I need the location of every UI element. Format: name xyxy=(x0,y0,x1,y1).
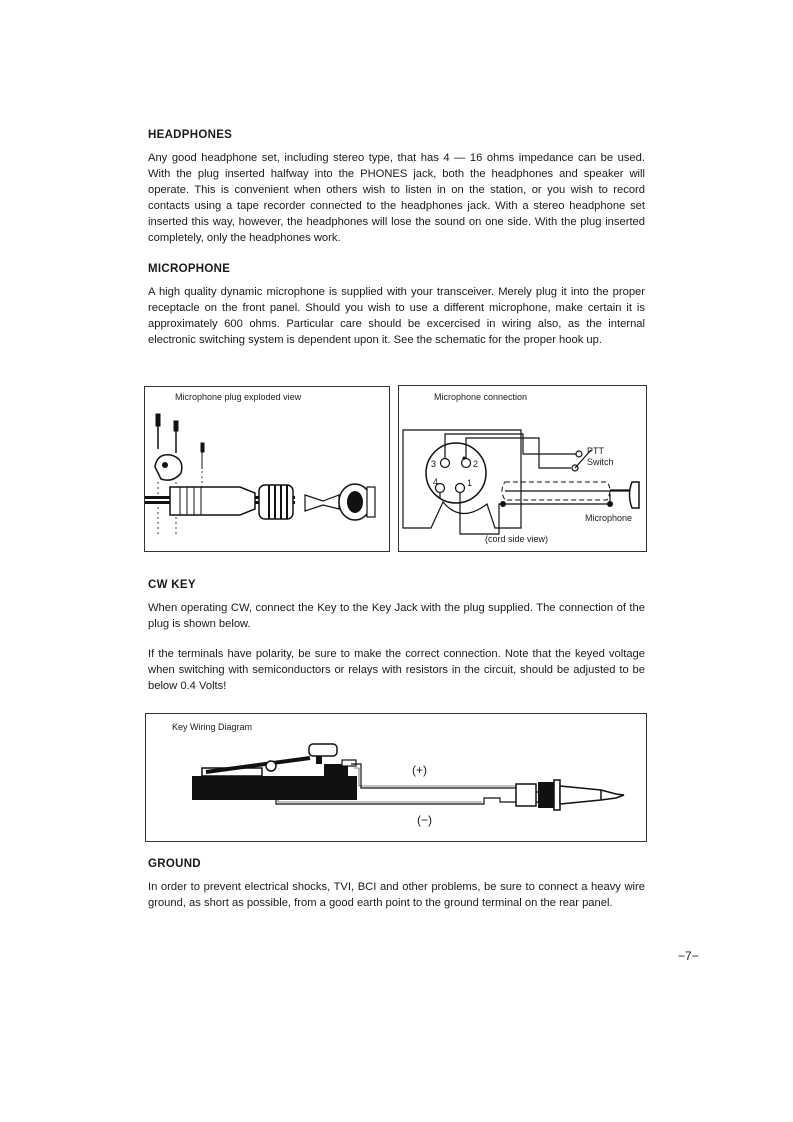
cw-key-paragraph-2: If the terminals have polarity, be sure to make the correct connection. Note that the keyed voltage when switching with semiconductors or relays with resistors in the circuit, should be adjusted to be below 0.4 Volts! xyxy=(148,648,645,692)
headphones-heading: HEADPHONES xyxy=(148,129,233,141)
pin-3 xyxy=(441,459,450,468)
pin-4-label: 4 xyxy=(433,477,439,487)
key-wiring-drawing xyxy=(146,714,646,841)
mic-connection-figure xyxy=(398,385,647,552)
pin-2-label: 2 xyxy=(473,459,479,469)
headphones-paragraph: Any good headphone set, including stereo type, that has 4 — 16 ohms impedance can be used. With the plug inserted halfway into the PHONES jack, both the headphones and speaker will operate. This is convenient when others wish to listen in on the station, or you wish to record contacts using a tape recorder connected to the headphones jack. With a stereo headphone set inserted this way, however, the headphones will lose the sound on one side. With the plug inserted completely, only the headphones work. xyxy=(148,152,645,244)
positive-label: (+) xyxy=(412,763,427,777)
cord-side-caption: (cord side view) xyxy=(485,534,549,544)
ground-paragraph: In order to prevent electrical shocks, TVI, BCI and other problems, be sure to connect a heavy wire ground, as short as possible, from a good earth point to the ground terminal on the rear panel. xyxy=(148,881,645,909)
pin-1-label: 1 xyxy=(467,478,473,488)
microphone-label: Microphone xyxy=(585,513,633,523)
microphone-heading: MICROPHONE xyxy=(148,263,231,275)
key-wiring-title: Key Wiring Diagram xyxy=(172,722,253,732)
mic-connection-schematic xyxy=(399,386,646,551)
pin-1 xyxy=(456,484,465,493)
cw-key-heading: CW KEY xyxy=(148,579,196,591)
switch-label: Switch xyxy=(587,457,614,467)
pin-2 xyxy=(462,459,471,468)
mic-connection-title: Microphone connection xyxy=(434,392,528,402)
microphone-paragraph: A high quality dynamic microphone is supplied with your transceiver. Merely plug it into the proper receptacle on the front panel. Should you wish to use a different microphone, make certain it is approximately 600 ohms. Particular care should be excercised in wiring also, as the internal electronic switching system is dependent upon it. See the schematic for the proper hook up. xyxy=(148,286,645,346)
negative-label: (−) xyxy=(417,813,432,827)
plug-exploded-figure xyxy=(144,386,390,552)
page-number: −7− xyxy=(678,949,699,963)
cw-key-paragraph-1: When operating CW, connect the Key to the Key Jack with the plug supplied. The connection of the plug is shown below. xyxy=(148,602,645,630)
ground-heading: GROUND xyxy=(148,858,201,870)
plug-exploded-title: Microphone plug exploded view xyxy=(175,392,302,402)
ptt-label: PTT xyxy=(587,446,604,456)
key-wiring-figure xyxy=(145,713,647,842)
pin-3-label: 3 xyxy=(431,459,437,469)
plug-exploded-drawing xyxy=(145,387,389,551)
